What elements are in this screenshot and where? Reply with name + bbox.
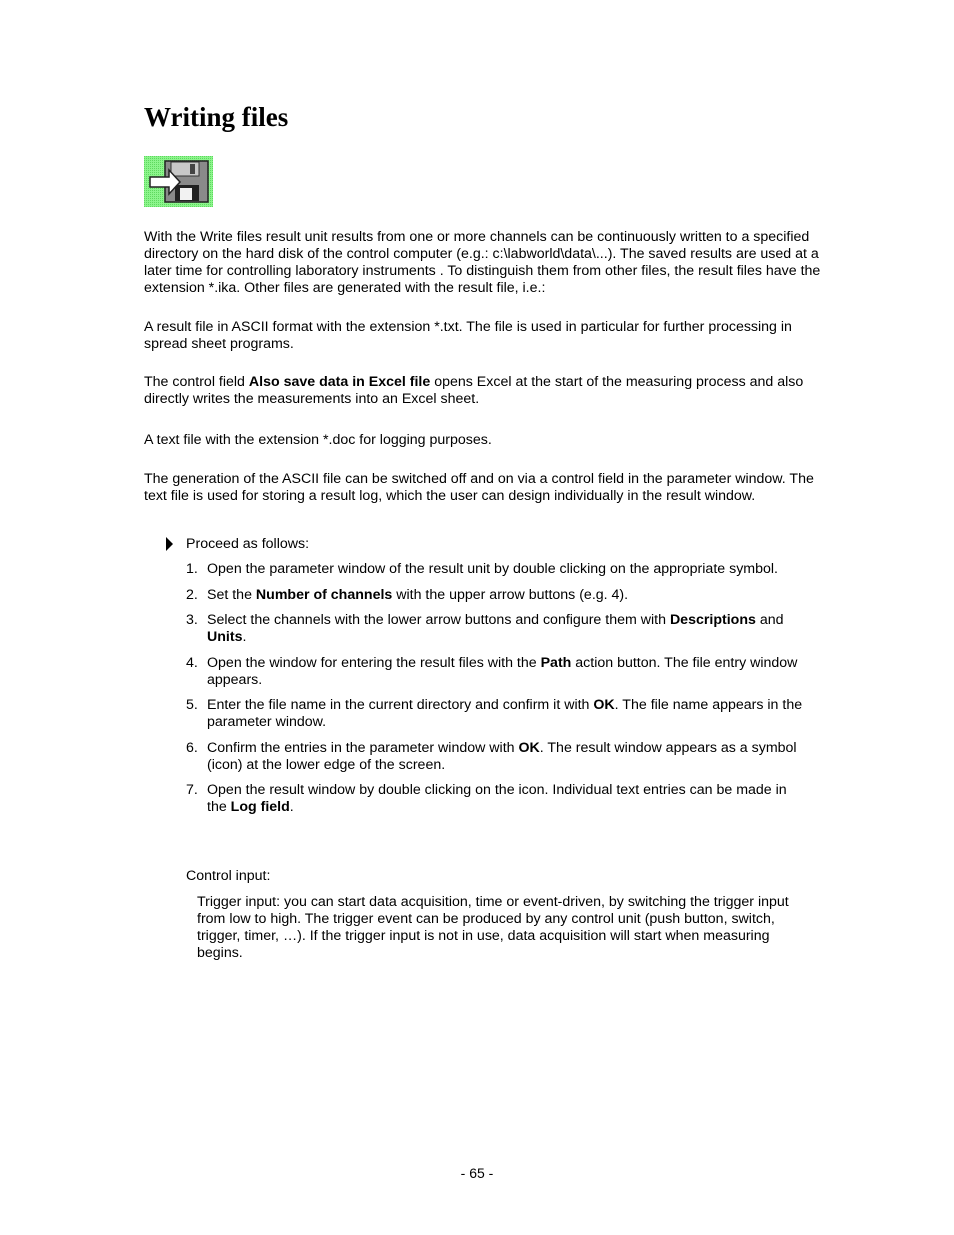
step-number: 1. xyxy=(186,561,198,577)
step-4 xyxy=(165,655,805,689)
step-bold: OK xyxy=(593,697,615,713)
step-number: 6. xyxy=(186,739,198,756)
step-number: 7. xyxy=(186,782,198,798)
step-text: action button. The file entry window appears. xyxy=(207,654,798,688)
step-number: 4. xyxy=(186,654,198,671)
step-6 xyxy=(165,740,805,774)
step-3 xyxy=(165,612,805,646)
intro-paragraph: With the Write files result unit results from one or more channels can be continuously written to a specified directory on the hard disk of the control computer (e.g.: c:\labworld\data\...). The saved results are used at a later time for controlling laboratory instruments . To distinguish them from other files, the result files have the extension *.ika. Other files are generated with the result file, i.e.: xyxy=(144,229,821,296)
text-file-paragraph: A text file with the extension *.doc for logging purposes. xyxy=(144,432,492,448)
step-bold: OK xyxy=(518,739,540,756)
procedure xyxy=(165,536,805,825)
triangle-bullet-icon xyxy=(166,537,173,551)
step-2 xyxy=(165,587,805,604)
step-bold: Number of channels xyxy=(255,586,393,603)
ascii-file-paragraph: A result file in ASCII format with the extension *.txt. The file is used in particular for further processing in spread sheet programs. xyxy=(144,319,792,352)
step-bold: Log field xyxy=(230,799,290,815)
control-input-label: Control input: xyxy=(186,868,271,884)
page-number: - 65 - xyxy=(460,1165,494,1181)
step-text: . xyxy=(242,629,247,645)
step-list xyxy=(165,561,805,816)
generation-paragraph: The generation of the ASCII file can be switched off and on via a control field in the parameter window. The text file is used for storing a result log, which the user can design individually in the result window. xyxy=(144,471,814,504)
step-text: and xyxy=(755,612,784,628)
excel-paragraph xyxy=(144,374,824,408)
excel-text-2: opens Excel at the start of the measuring process and also directly writes the measurements into an Excel sheet. xyxy=(144,374,804,407)
proceed-label: Proceed as follows: xyxy=(186,536,310,552)
step-bold: Descriptions xyxy=(669,612,756,628)
step-bold: Path xyxy=(540,654,572,671)
step-number: 2. xyxy=(186,586,198,603)
step-text: with the upper arrow buttons (e.g. 4). xyxy=(392,586,629,603)
step-bold: Units xyxy=(207,629,243,645)
page-title: Writing files xyxy=(144,102,289,132)
step-1 xyxy=(165,561,805,578)
step-text: Open the result window by double clicking on the icon. Individual text entries can be made in the xyxy=(207,782,787,815)
excel-text-1: The control field xyxy=(144,374,249,390)
write-file-icon xyxy=(144,156,213,207)
step-text: . xyxy=(289,799,294,815)
step-text: Open the parameter window of the result unit by double clicking on the appropriate symbol. xyxy=(207,561,778,577)
step-text: . The result window appears as a symbol (icon) at the lower edge of the screen. xyxy=(207,739,797,773)
step-text: Set the xyxy=(207,586,256,603)
step-5 xyxy=(165,697,805,731)
step-text: Open the window for entering the result files with the xyxy=(207,654,541,671)
proceed-heading xyxy=(165,536,805,553)
step-number: 3. xyxy=(186,612,198,628)
excel-control-field: Also save data in Excel file xyxy=(248,374,431,390)
trigger-paragraph: Trigger input: you can start data acquisition, time or event-driven, by switching the trigger input from low to high. The trigger event can be produced by any control unit (push button, switch, trigger, timer, …). If the trigger input is not in use, data acquisition will start when measuring begins. xyxy=(197,894,789,961)
step-text: Enter the file name in the current directory and confirm it with xyxy=(207,697,594,713)
step-7 xyxy=(165,782,805,816)
step-text: Confirm the entries in the parameter window with xyxy=(207,739,519,756)
step-number: 5. xyxy=(186,697,198,713)
step-text: . The file name appears in the parameter window. xyxy=(207,697,803,730)
step-text: Select the channels with the lower arrow buttons and configure them with xyxy=(207,612,670,628)
